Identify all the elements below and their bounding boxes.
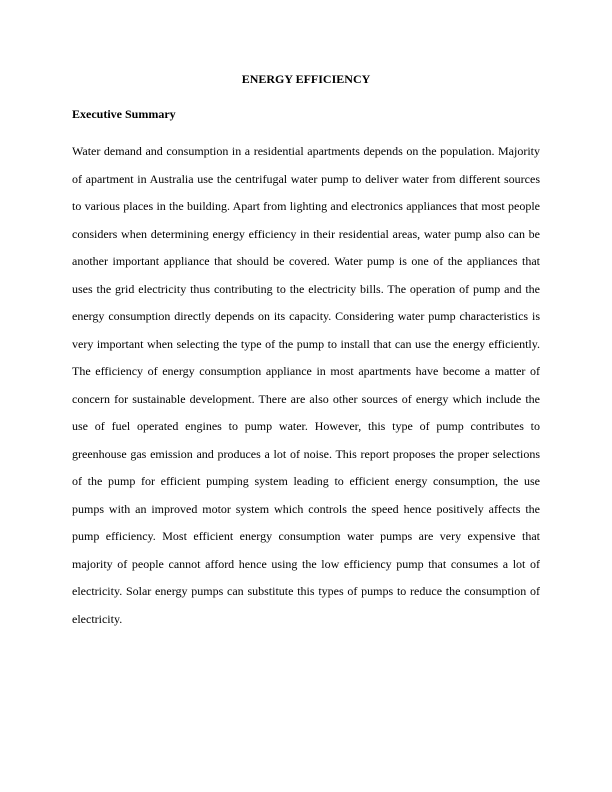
paragraph-line: considers when determining energy efficiency in their residential areas, water pump also can be xyxy=(72,226,540,241)
paragraph-line: pump efficiency. Most efficient energy consumption water pumps are very expensive that xyxy=(72,529,540,543)
paragraph-line: energy consumption directly depends on its capacity. Considering water pump characteristics is xyxy=(72,309,540,323)
paragraph-line: Water demand and consumption in a residential apartments depends on the population. Majority xyxy=(72,144,540,158)
document-title: ENERGY EFFICIENCY xyxy=(241,72,371,86)
paragraph-line: of the pump for efficient pumping system leading to efficient energy consumption, the use xyxy=(72,474,540,488)
paragraph-line: another important appliance that should be covered. Water pump is one of the appliances that xyxy=(72,254,540,268)
paragraph-line: to various places in the building. Apart from lighting and electronics appliances that most people xyxy=(72,199,540,213)
paragraph-line: electricity. xyxy=(72,611,123,626)
executive-summary-paragraph xyxy=(72,144,540,639)
paragraph-line: pumps with an improved motor system which controls the speed hence positively affects the xyxy=(72,501,540,516)
paragraph-line: electricity. Solar energy pumps can substitute this types of pumps to reduce the consumption of xyxy=(72,584,540,598)
paragraph-line: uses the grid electricity thus contributing to the electricity bills. The operation of pump and the xyxy=(72,281,540,296)
paragraph-line: use of fuel operated engines to pump water. However, this type of pump contributes to xyxy=(72,419,540,433)
paragraph-line: concern for sustainable development. There are also other sources of energy which include the xyxy=(72,391,540,406)
paragraph-line: very important when selecting the type of the pump to install that can use the energy efficiently. xyxy=(72,336,540,351)
paragraph-line: majority of people cannot afford hence using the low efficiency pump that consumes a lot of xyxy=(72,556,540,571)
section-heading-executive-summary: Executive Summary xyxy=(72,107,176,121)
paragraph-line: of apartment in Australia use the centrifugal water pump to deliver water from different sources xyxy=(72,171,540,186)
paragraph-line: The efficiency of energy consumption appliance in most apartments have become a matter of xyxy=(72,364,540,378)
paragraph-line: greenhouse gas emission and produces a lot of noise. This report proposes the proper selections xyxy=(72,446,540,461)
